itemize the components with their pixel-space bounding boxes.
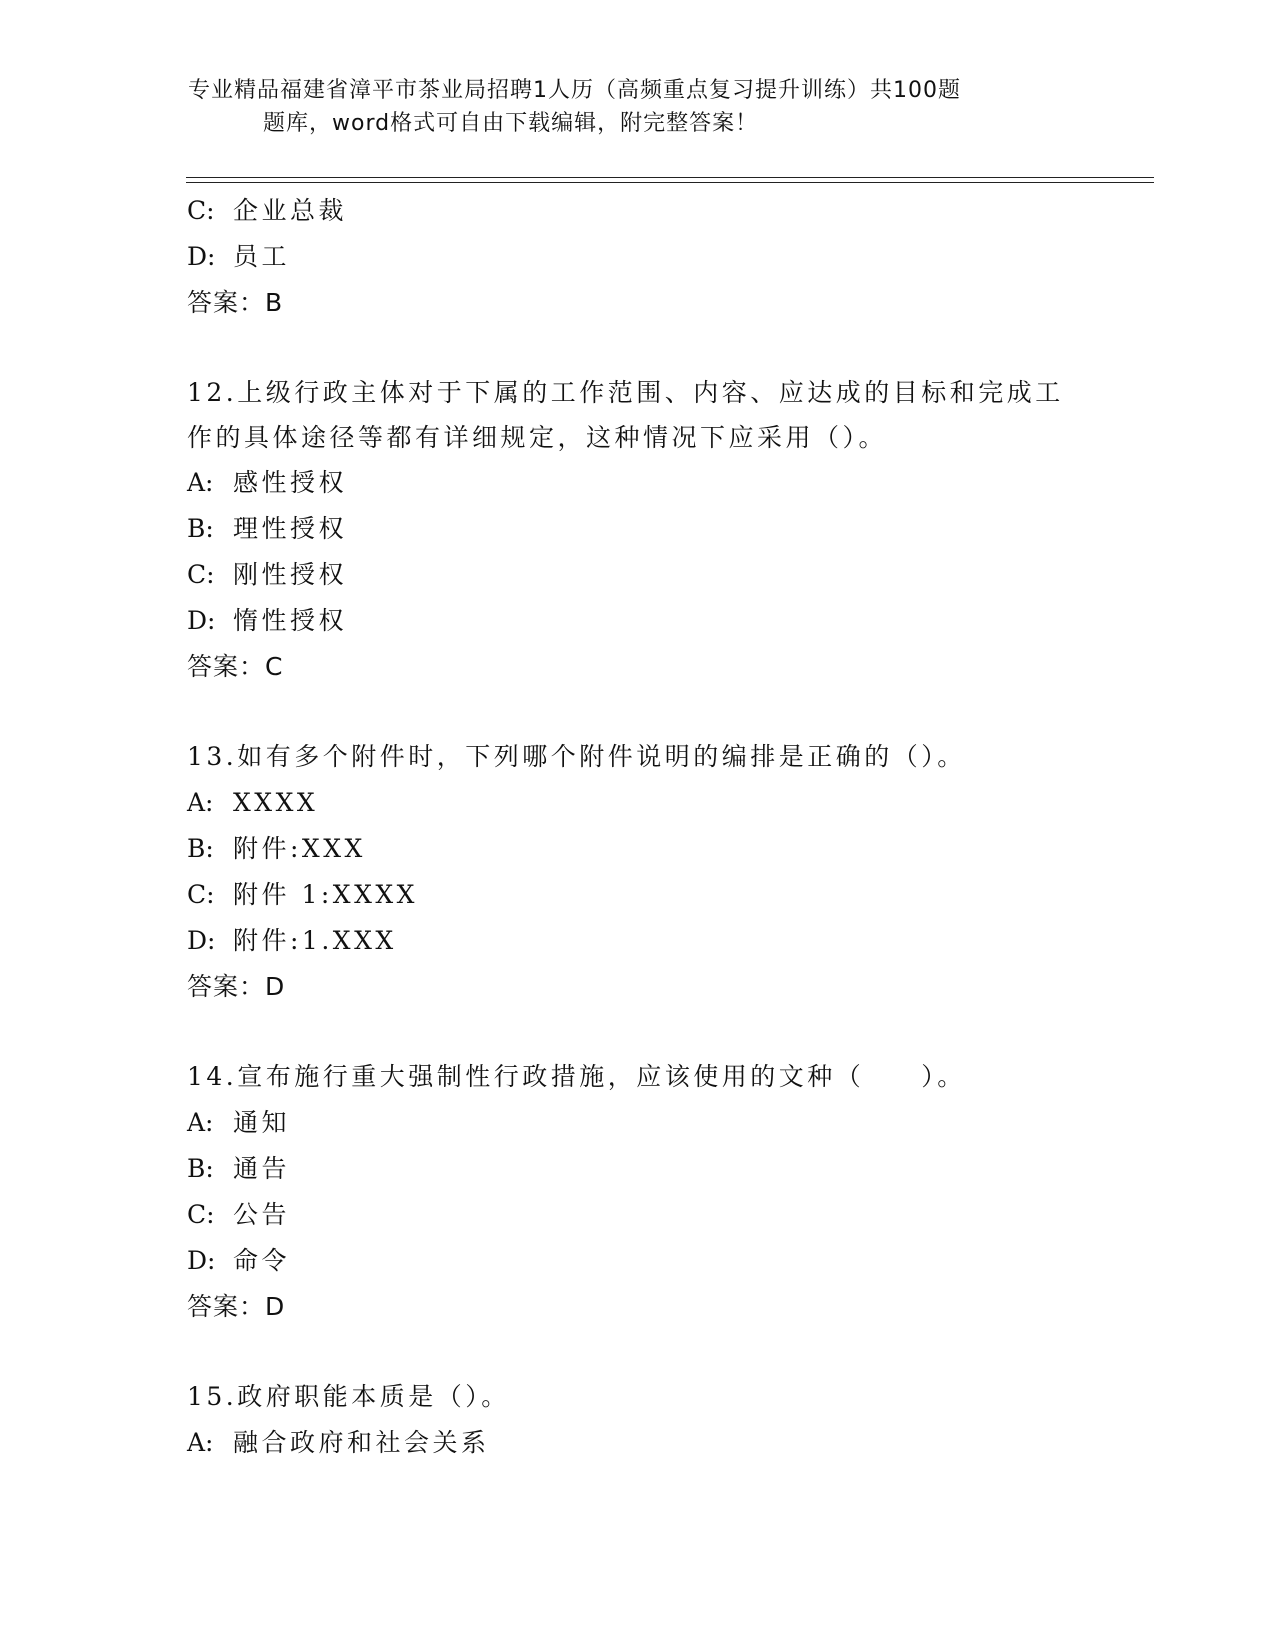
option-d xyxy=(187,234,1087,280)
answer-line: 答案：D xyxy=(187,972,286,1001)
option-c xyxy=(187,188,1087,234)
header-title-line-1: 专业精品福建省漳平市茶业局招聘1人历（高频重点复习提升训练）共100题 xyxy=(188,78,961,103)
option-text: 附件 1:XXXX xyxy=(233,880,418,909)
option-letter: D: xyxy=(187,926,216,955)
question-stem: 14.宣布施行重大强制性行政措施，应该使用的文种（ ）。 xyxy=(187,1062,966,1091)
header-title-line-2: 题库，word格式可自由下载编辑，附完整答案！ xyxy=(263,111,759,136)
question-11-continued xyxy=(187,188,1087,326)
option-letter: A: xyxy=(187,788,214,817)
option-b xyxy=(187,826,1087,872)
question-stem: 13.如有多个附件时，下列哪个附件说明的编排是正确的（）。 xyxy=(187,742,966,771)
answer-line: 答案：D xyxy=(187,1292,286,1321)
option-letter: C: xyxy=(187,880,215,909)
option-text: 企业总裁 xyxy=(233,196,348,225)
option-text: 公告 xyxy=(233,1200,291,1229)
option-a xyxy=(187,1420,1087,1466)
question-15 xyxy=(187,1374,1087,1466)
option-b xyxy=(187,506,1087,552)
document-header xyxy=(188,74,1088,140)
option-letter: B: xyxy=(187,514,214,543)
option-letter: D: xyxy=(187,1246,216,1275)
option-d xyxy=(187,1238,1087,1284)
option-text: 附件:1.XXX xyxy=(233,926,397,955)
option-letter: C: xyxy=(187,1200,215,1229)
option-letter: A: xyxy=(187,1428,214,1457)
option-letter: A: xyxy=(187,1108,214,1137)
option-letter: C: xyxy=(187,196,215,225)
question-stem: 12.上级行政主体对于下属的工作范围、内容、应达成的目标和完成工作的具体途径等都有详细规定，这种情况下应采用（）。 xyxy=(187,378,1064,452)
question-stem: 15.政府职能本质是（）。 xyxy=(187,1382,510,1411)
option-b xyxy=(187,1146,1087,1192)
question-12 xyxy=(187,370,1087,690)
option-a xyxy=(187,460,1087,506)
option-a xyxy=(187,780,1087,826)
option-text: 员工 xyxy=(233,242,291,271)
header-divider-top xyxy=(186,177,1154,178)
option-text: 通知 xyxy=(233,1108,291,1137)
question-13 xyxy=(187,734,1087,1010)
answer-line: 答案：C xyxy=(187,652,284,681)
option-letter: B: xyxy=(187,1154,214,1183)
answer-line: 答案：B xyxy=(187,288,284,317)
option-c xyxy=(187,552,1087,598)
option-text: 通告 xyxy=(233,1154,291,1183)
header-divider-bottom xyxy=(186,182,1154,183)
option-letter: D: xyxy=(187,242,216,271)
option-text: XXXX xyxy=(233,788,319,817)
option-letter: B: xyxy=(187,834,214,863)
option-a xyxy=(187,1100,1087,1146)
option-text: 刚性授权 xyxy=(233,560,348,589)
option-letter: A: xyxy=(187,468,214,497)
option-text: 融合政府和社会关系 xyxy=(233,1428,490,1457)
option-d xyxy=(187,598,1087,644)
question-14 xyxy=(187,1054,1087,1330)
option-text: 感性授权 xyxy=(233,468,348,497)
option-letter: D: xyxy=(187,606,216,635)
option-d xyxy=(187,918,1087,964)
option-c xyxy=(187,872,1087,918)
option-c xyxy=(187,1192,1087,1238)
option-text: 惰性授权 xyxy=(233,606,348,635)
question-list xyxy=(187,188,1087,1466)
option-text: 附件:XXX xyxy=(233,834,366,863)
option-letter: C: xyxy=(187,560,215,589)
option-text: 理性授权 xyxy=(233,514,348,543)
option-text: 命令 xyxy=(233,1246,291,1275)
